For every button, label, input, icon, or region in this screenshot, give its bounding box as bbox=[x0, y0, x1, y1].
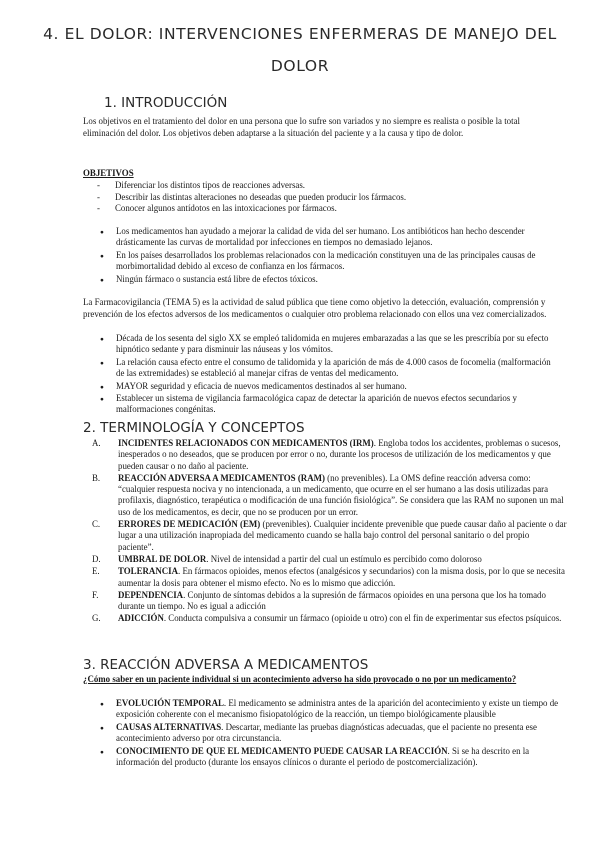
term-description: (prevenibles). Cualquier incidente prevenible que puede causar daño al paciente o dar lugar a una utilización inapropiada del medicamento cuando se halla bajo control del personal sanitario o del propio paciente”. bbox=[118, 519, 567, 552]
term-title: ADICCIÓN bbox=[118, 613, 164, 624]
talidomida-bullet-list bbox=[100, 333, 560, 417]
farmacovigilancia-paragraph: La Farmacovigilancia (TEMA 5) es la actividad de salud pública que tiene como objetivo la detección, evaluación, comprensión y prevención de los efectos adversos de los medicamentos o cualquier otro problema relacionado con ellos una vez comercializados. bbox=[83, 297, 547, 319]
term-item bbox=[92, 613, 567, 624]
intro-bullet-list bbox=[100, 226, 540, 286]
item-description: . El medicamento se administra antes de la aparición del acontecimiento y existe un tiempo de exposición coherente con el mecanismo fisiopatológico de la reacción, un tiempo biológicamente plausible bbox=[116, 698, 559, 720]
section-heading-terminologia: 2. TERMINOLOGÍA Y CONCEPTOS bbox=[83, 420, 305, 436]
list-marker: C. bbox=[92, 519, 101, 530]
term-item bbox=[92, 519, 567, 553]
term-item bbox=[92, 438, 567, 472]
list-item: - Conocer algunos antídotos en las intoxicaciones por fármacos. bbox=[95, 203, 535, 215]
term-item bbox=[92, 566, 567, 589]
list-item: - Describir las distintas alteraciones no deseadas que pueden producir los fármacos. bbox=[95, 192, 535, 204]
list-marker: B. bbox=[92, 472, 101, 483]
list-item bbox=[100, 746, 560, 768]
list-marker: G. bbox=[92, 613, 101, 624]
objectives-list bbox=[95, 180, 535, 215]
terminology-list bbox=[92, 438, 567, 626]
objectives-label: OBJETIVOS bbox=[83, 168, 134, 178]
term-title: INCIDENTES RELACIONADOS CON MEDICAMENTOS (IRM) bbox=[118, 438, 374, 448]
term-item bbox=[92, 590, 567, 613]
item-title: CAUSAS ALTERNATIVAS bbox=[116, 721, 222, 732]
list-item: ● MAYOR seguridad y eficacia de nuevos medicamentos destinados al ser humano. bbox=[100, 381, 560, 392]
list-marker: F. bbox=[92, 589, 99, 600]
section-heading-reaccion-adversa: 3. REACCIÓN ADVERSA A MEDICAMENTOS bbox=[83, 657, 369, 673]
list-item: ● Ningún fármaco o sustancia está libre de efectos tóxicos. bbox=[100, 274, 540, 285]
term-title: ERRORES DE MEDICACIÓN (EM) bbox=[118, 519, 261, 530]
item-description: . Descartar, mediante las pruebas diagnósticas adecuadas, que el paciente no presenta ese acontecimiento adverso por otra circunstancia. bbox=[116, 721, 537, 743]
term-title: REACCIÓN ADVERSA A MEDICAMENTOS (RAM) bbox=[118, 472, 325, 483]
term-description: . En fármacos opioides, menos efectos (analgésicos y secundarios) con la misma dosis, por lo que se necesita aumentar la dosis para obtener el mismo efecto. No es lo mismo que adicción. bbox=[118, 566, 565, 588]
term-description: . Nivel de intensidad a partir del cual un estímulo es percibido como doloroso bbox=[206, 553, 482, 564]
page-title: 4. EL DOLOR: INTERVENCIONES ENFERMERAS DE MANEJO DEL DOLOR bbox=[43, 25, 557, 75]
term-title: TOLERANCIA bbox=[118, 566, 179, 577]
item-description: . Si se ha descrito en la información del producto (durante los ensayos clínicos o durante el periodo de postcomercialización). bbox=[116, 745, 530, 767]
section-heading-introduccion: 1. INTRODUCCIÓN bbox=[104, 95, 228, 111]
list-item: - Diferenciar los distintos tipos de reacciones adversas. bbox=[95, 180, 535, 192]
list-marker: D. bbox=[92, 553, 101, 564]
term-description: (no prevenibles). La OMS define reacción adversa como: “cualquier respuesta nociva y no intencionada, a un medicamento, que ocurre en el ser humano a las dosis utilizadas para profilaxis, diagnóstico, terapéutica o modificación de una función fisiológica”. Se considera que las RAM no suponen un mal uso de los medicamentos, es decir, que no se producen por un error. bbox=[118, 472, 564, 517]
list-marker: E. bbox=[92, 566, 100, 577]
intro-paragraph: Los objetivos en el tratamiento del dolor en una persona que lo sufre son variados y no siempre es realista o posible la total eliminación del dolor. Los objetivos deben adaptarse a la situación del paciente y a la causa y tipo de dolor. bbox=[83, 116, 520, 138]
item-title: EVOLUCIÓN TEMPORAL bbox=[116, 698, 224, 708]
list-item: ● En los países desarrollados los problemas relacionados con la medicación constituyen una de las principales causas de morbimortalidad debido al exceso de confianza en los fármacos. bbox=[100, 250, 540, 272]
list-item: ● Década de los sesenta del siglo XX se empleó talidomida en mujeres embarazadas a las que se les prescribía por su efecto hipnótico sedante y para disminuir las náuseas y los vómitos. bbox=[100, 333, 560, 355]
term-description: . Conducta compulsiva a consumir un fármaco (opioide u otro) con el fin de experimentar sus efectos psíquicos. bbox=[163, 613, 562, 624]
list-item: ● Los medicamentos han ayudado a mejorar la calidad de vida del ser humano. Los antibióticos han hecho descender drásticamente las curvas de mortalidad por infecciones en tiempos no demasiado lejanos. bbox=[100, 226, 540, 248]
reaccion-adversa-list bbox=[100, 698, 560, 769]
term-title: DEPENDENCIA bbox=[118, 589, 184, 600]
term-description: . Conjunto de síntomas debidos a la supresión de fármacos opioides en una persona que los ha tomado durante un tiempo. No es igual a adicción bbox=[118, 589, 546, 612]
term-description: . Engloba todos los accidentes, problemas o sucesos, inesperados o no deseados, que se producen por error o no, durante los procesos de utilización de los medicamentos y que pueden causar o no daño al paciente. bbox=[118, 438, 561, 471]
question-text: ¿Cómo saber en un paciente individual si un acontecimiento adverso ha sido provocado o no por un medicamento? bbox=[83, 674, 517, 684]
list-marker: A. bbox=[92, 438, 101, 448]
list-item bbox=[100, 722, 560, 744]
list-item: ● Establecer un sistema de vigilancia farmacológica capaz de detectar la aparición de nuevos efectos secundarios y malformaciones congénitas. bbox=[100, 393, 560, 415]
term-title: UMBRAL DE DOLOR bbox=[118, 553, 207, 564]
list-item: ● La relación causa efecto entre el consumo de talidomida y la aparición de más de 4.000 casos de focomelia (malformación de las extremidades) se estableció al manejar cifras de ventas del medicamento. bbox=[100, 357, 560, 379]
term-item bbox=[92, 554, 567, 565]
item-title: CONOCIMIENTO DE QUE EL MEDICAMENTO PUEDE CAUSAR LA REACCIÓN bbox=[116, 745, 448, 756]
list-item bbox=[100, 698, 560, 720]
term-item bbox=[92, 473, 567, 518]
